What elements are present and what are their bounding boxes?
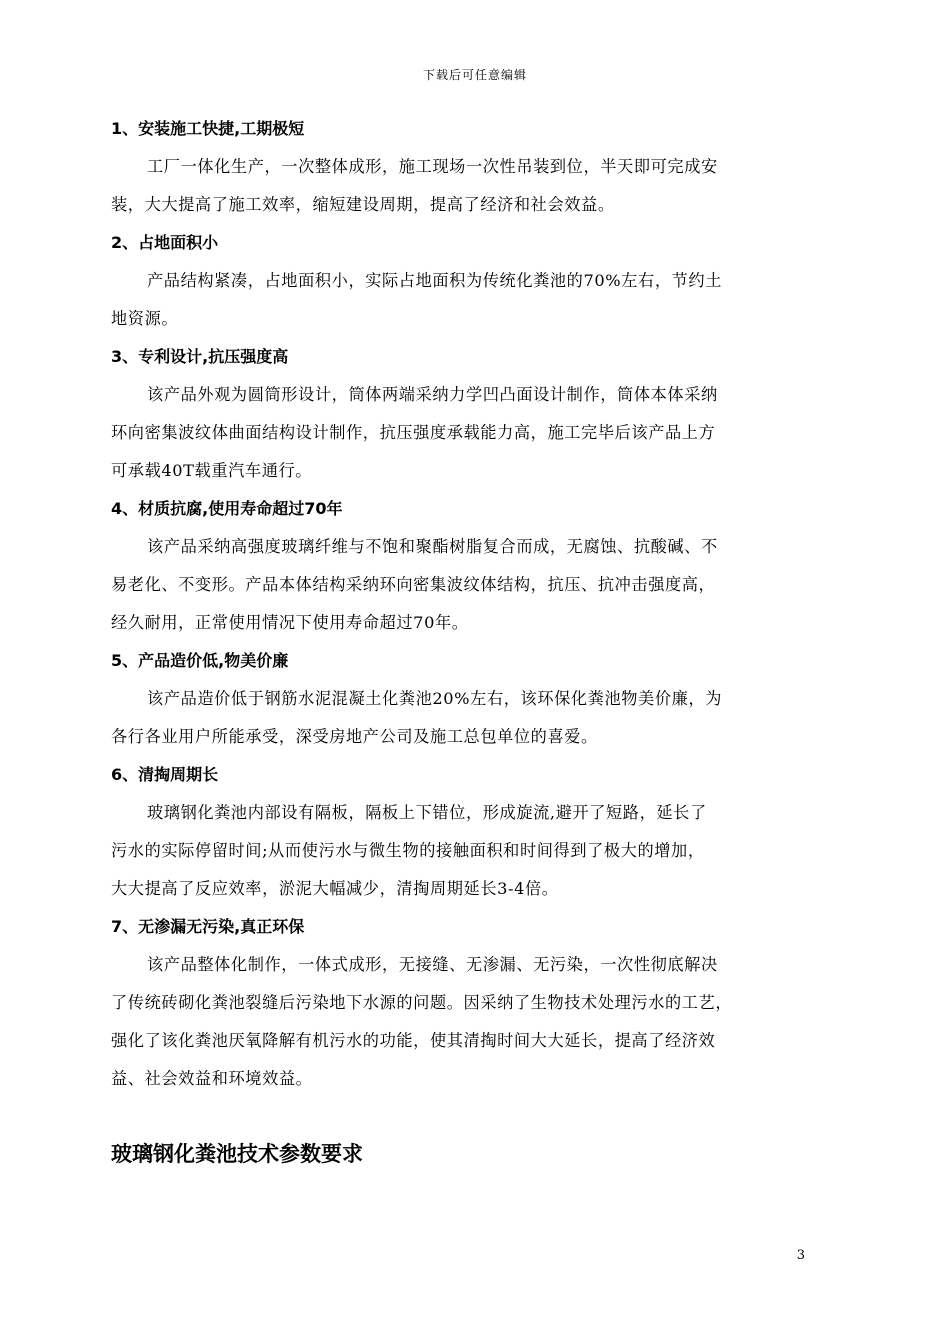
section-5 bbox=[111, 642, 831, 756]
paragraph-line: 益、社会效益和环境效益。 bbox=[111, 1069, 313, 1088]
section-2 bbox=[111, 224, 831, 338]
paragraph-line: 该产品整体化制作，一体式成形，无接缝、无渗漏、无污染，一次性彻底解决 bbox=[147, 955, 718, 974]
section-heading: 4、材质抗腐,使用寿命超过70年 bbox=[111, 499, 343, 518]
document-body bbox=[111, 110, 831, 1098]
paragraph-line: 该产品采纳高强度玻璃纤维与不饱和聚酯树脂复合而成，无腐蚀、抗酸碱、不 bbox=[147, 537, 718, 556]
paragraph-line: 装，大大提高了施工效率，缩短建设周期，提高了经济和社会效益。 bbox=[111, 195, 615, 214]
paragraph-line: 易老化、不变形。产品本体结构采纳环向密集波纹体结构，抗压、抗冲击强度高， bbox=[111, 575, 716, 594]
section-heading: 1、安装施工快捷,工期极短 bbox=[111, 119, 305, 138]
section-4 bbox=[111, 490, 831, 642]
section-1 bbox=[111, 110, 831, 224]
paragraph-line: 各行各业用户所能承受，深受房地产公司及施工总包单位的喜爱。 bbox=[111, 727, 598, 746]
paragraph-line: 该产品外观为圆筒形设计，筒体两端采纳力学凹凸面设计制作，筒体本体采纳 bbox=[147, 385, 718, 404]
paragraph-line: 了传统砖砌化粪池裂缝后污染地下水源的问题。因采纳了生物技术处理污水的工艺， bbox=[111, 993, 733, 1012]
document-title: 玻璃钢化粪池技术参数要求 bbox=[111, 1142, 363, 1166]
paragraph-line: 强化了该化粪池厌氧降解有机污水的功能，使其清掏时间大大延长，提高了经济效 bbox=[111, 1031, 716, 1050]
page-number: 3 bbox=[796, 1248, 805, 1263]
paragraph-line: 大大提高了反应效率，淤泥大幅减少，清掏周期延长3-4倍。 bbox=[111, 879, 559, 898]
paragraph-line: 污水的实际停留时间;从而使污水与微生物的接触面积和时间得到了极大的增加， bbox=[111, 841, 705, 860]
paragraph-line: 该产品造价低于钢筋水泥混凝土化粪池20%左右，该环保化粪池物美价廉，为 bbox=[147, 689, 722, 708]
section-heading: 5、产品造价低,物美价廉 bbox=[111, 651, 289, 670]
header-note: 下载后可任意编辑 bbox=[422, 68, 527, 82]
section-heading: 3、专利设计,抗压强度高 bbox=[111, 347, 289, 366]
paragraph-line: 地资源。 bbox=[111, 309, 179, 328]
section-heading: 6、清掏周期长 bbox=[111, 765, 219, 784]
paragraph-line: 环向密集波纹体曲面结构设计制作，抗压强度承载能力高，施工完毕后该产品上方 bbox=[111, 423, 716, 442]
paragraph-line: 经久耐用，正常使用情况下使用寿命超过70年。 bbox=[111, 613, 469, 632]
paragraph-line: 产品结构紧凑，占地面积小，实际占地面积为传统化粪池的70%左右，节约土 bbox=[147, 271, 722, 290]
section-6 bbox=[111, 756, 831, 908]
section-heading: 7、无渗漏无污染,真正环保 bbox=[111, 917, 305, 936]
paragraph-line: 玻璃钢化粪池内部设有隔板，隔板上下错位，形成旋流,避开了短路，延长了 bbox=[147, 803, 707, 822]
paragraph-line: 可承载40T载重汽车通行。 bbox=[111, 461, 313, 480]
section-7 bbox=[111, 908, 831, 1098]
section-3 bbox=[111, 338, 831, 490]
paragraph-line: 工厂一体化生产，一次整体成形，施工现场一次性吊装到位，半天即可完成安 bbox=[147, 157, 718, 176]
section-heading: 2、占地面积小 bbox=[111, 233, 219, 252]
